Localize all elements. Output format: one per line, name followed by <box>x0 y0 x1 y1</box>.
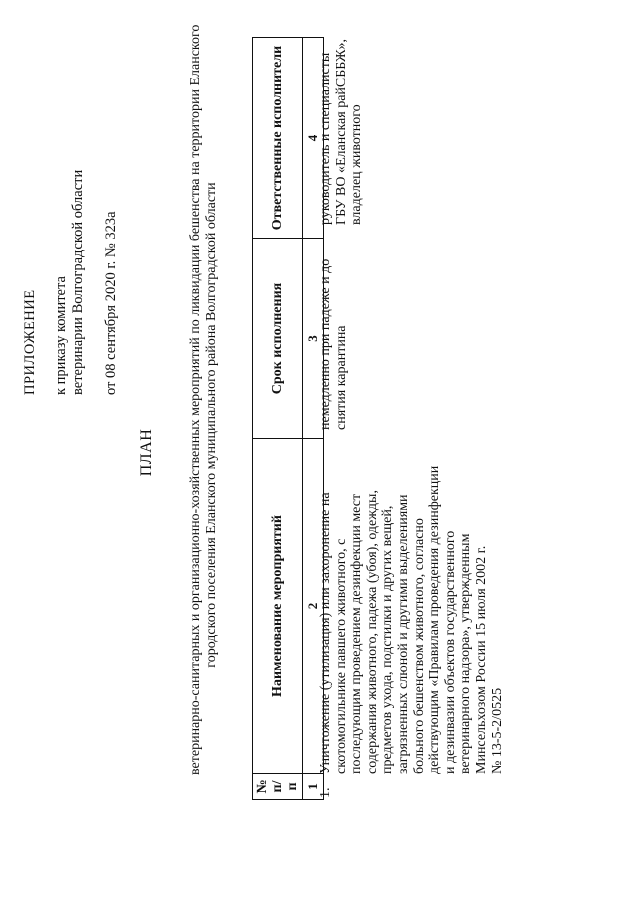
activity-line: больного бешенством животного, согласно <box>411 518 427 774</box>
appendix-line: ветеринарии Волгоградской области <box>70 169 86 395</box>
plan-subtitle-line: ветеринарно-санитарных и организационно-хозяйственных мероприятий по ликвидации бешенства на территории Еланского <box>188 24 203 775</box>
row-activity <box>318 429 505 774</box>
header-num: № п/п <box>253 774 303 800</box>
plan-subtitle <box>188 24 220 775</box>
colnum-cell: 4 <box>303 38 324 239</box>
appendix-date: от 08 сентября 2020 г. № 323а <box>103 211 119 395</box>
colnum-cell: 1 <box>303 774 324 800</box>
appendix-title: ПРИЛОЖЕНИЕ <box>22 289 38 395</box>
plan-table <box>252 37 324 800</box>
colnum-cell: 3 <box>303 239 324 439</box>
appendix-block <box>22 15 120 395</box>
activity-line: предметов ухода, подстилки и других вещей, <box>380 505 396 774</box>
row-term <box>318 235 349 430</box>
appendix-line: к приказу комитета <box>53 276 69 395</box>
activity-line: ветеринарного надзора», утвержденным <box>458 533 474 774</box>
activity-line: загрязненных слюной и другими выделениями <box>395 494 411 774</box>
responsible-line: руководитель и специалисты <box>318 52 333 225</box>
activity-line: последующим проведением дезинфекции мест <box>349 493 365 774</box>
row-responsible <box>318 30 365 225</box>
responsible-line: ГБУ ВО «Еланская райСББЖ», <box>333 38 349 225</box>
activity-line: № 13-5-2/0525 <box>489 687 505 774</box>
term-line: снятия карантина <box>333 325 349 430</box>
table-header-row <box>253 38 303 800</box>
header-responsible: Ответственные исполнители <box>253 38 303 239</box>
colnum-cell: 2 <box>303 439 324 774</box>
plan-subtitle-line: городского поселения Еланского муниципального района Волгоградской области <box>204 182 219 668</box>
activity-line: содержания животного, падежа (убоя), одежды, <box>364 490 380 774</box>
activity-line: скотомогильнике павшего животного, с <box>333 538 349 774</box>
responsible-line: владелец животного <box>349 104 365 225</box>
header-term: Срок исполнения <box>253 239 303 439</box>
activity-line: и дезинвазии объектов государственного <box>442 530 458 774</box>
row-number: 1. <box>318 787 333 798</box>
activity-line: Минсельхозом России 15 июля 2002 г. <box>473 545 489 774</box>
term-line: немедленно при падеже и до <box>318 258 333 430</box>
plan-title: ПЛАН <box>138 428 155 477</box>
activity-line: действующим «Правилам проведения дезинфекции <box>427 465 443 774</box>
header-activity: Наименование мероприятий <box>253 439 303 774</box>
activity-line: Уничтожение (утилизация) или захоронение на <box>318 492 333 774</box>
